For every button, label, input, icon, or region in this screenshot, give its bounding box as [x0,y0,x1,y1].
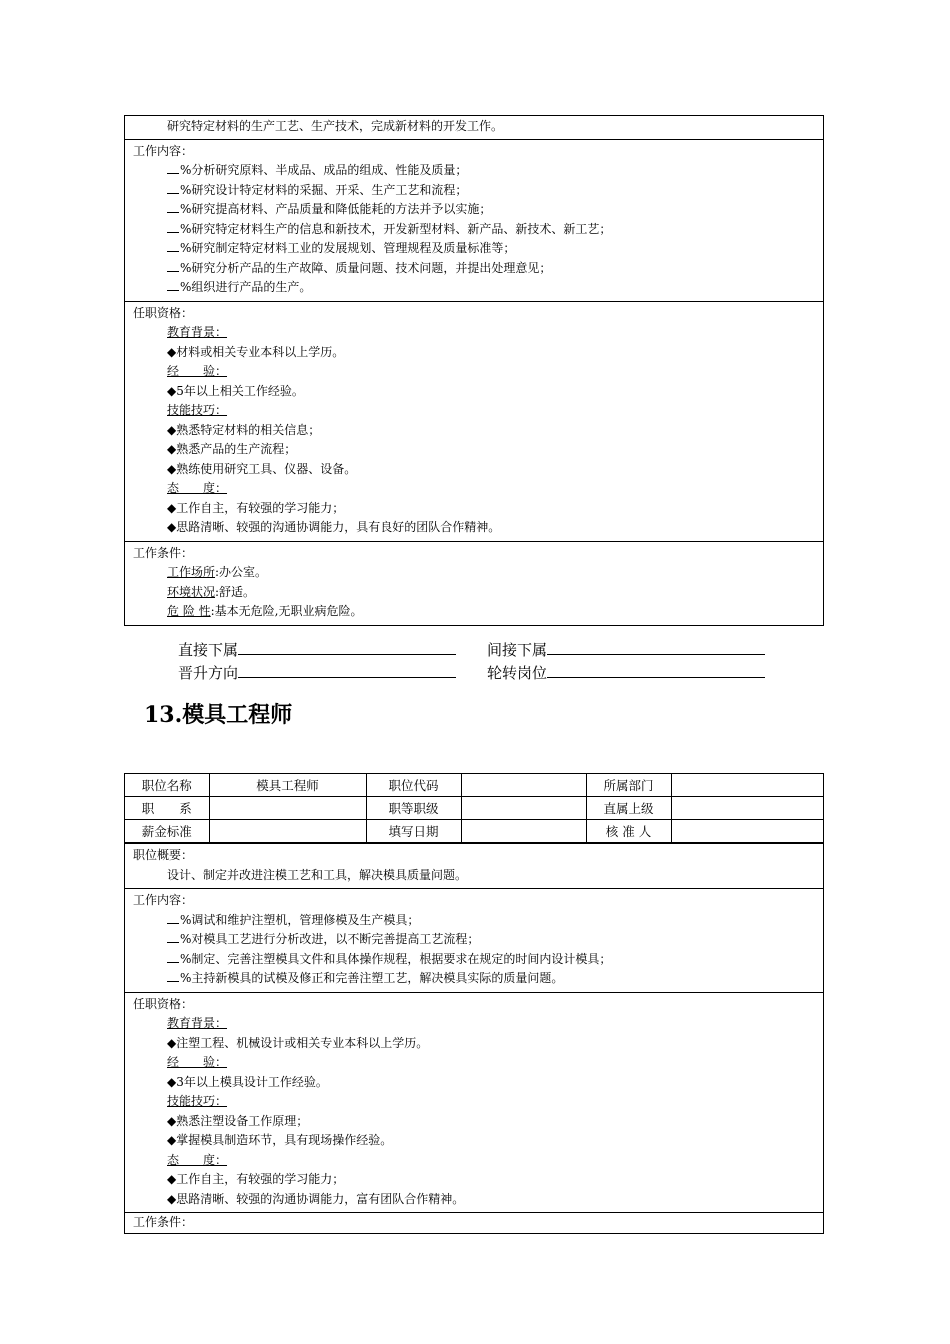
direct-subordinate-label: 直接下属 [178,641,239,659]
education-item: ◆注塑工程、机械设计或相关专业本科以上学历。 [167,1035,429,1050]
workplace-line [125,563,823,583]
experience-item: ◆5年以上相关工作经验。 [167,383,304,398]
work-item-text: %制定、完善注塑模具文件和具体操作规程，根据要求在规定的时间内设计模具； [180,951,612,966]
skills-label: 技能技巧： [167,403,228,417]
work-item-text: %研究分析产品的生产故障、质量问题、技术问题，并提出处理意见； [180,260,552,275]
skill-item: ◆熟练使用研究工具、仪器、设备。 [167,461,357,476]
overview-line: 设计、制定并改进注模工艺和工具，解决模具质量问题。 [167,867,468,882]
indirect-subordinate-label: 间接下属 [487,641,548,659]
risk-value: :基本无危险,无职业病危险。 [210,604,363,618]
work-item-text: %研究提高材料、产品质量和降低能耗的方法并予以实施； [180,202,492,216]
attitude-label: 态 度： [167,1152,228,1167]
work-item-text: %组织进行产品的生产。 [180,280,312,294]
work-item [125,930,823,950]
section-title: 13.模具工程师 [144,702,293,728]
blank-mark [167,221,179,233]
table-cell: 薪金标准 [125,820,209,843]
promotion-label: 晋升方向 [178,664,239,682]
rotation-blank[interactable] [547,661,765,678]
blank-mark [167,912,179,924]
table-cell: 职位代码 [366,774,461,797]
environment-line [125,583,823,603]
table-cell: 职等职级 [366,797,461,820]
blank-mark [167,182,179,194]
work-item [125,239,823,259]
experience-item: ◆3年以上模具设计工作经验。 [167,1074,328,1089]
work-item-text: %调试和维护注塑机，管理修模及生产模具； [180,912,420,927]
table-cell [671,774,823,797]
table-cell [209,797,366,820]
indirect-subordinate-field [487,638,765,660]
work-item-text: %研究特定材料生产的信息和新技术，开发新型材料、新产品、新技术、新工艺； [180,221,612,236]
work-content-section [125,140,823,302]
promotion-field [178,661,456,683]
attitude-item: ◆工作自主，有较强的学习能力； [167,500,345,515]
work-item [125,950,823,970]
attitude-item: ◆思路清晰、较强的沟通协调能力，富有团队合作精神。 [167,1191,465,1206]
table-cell: 职 系 [125,797,209,820]
conditions-heading: 工作条件： [133,545,194,560]
table-cell [461,797,586,820]
promotion-blank[interactable] [238,661,456,678]
table-cell [461,820,586,843]
environment-value: :舒适。 [215,584,256,599]
workplace-value: :办公室。 [215,565,268,579]
table-row [125,774,823,797]
summary-line: 研究特定材料的生产工艺、生产技术，完成新材料的开发工作。 [167,119,504,133]
table-row [125,820,823,843]
overview-section [125,843,823,889]
blank-mark [167,240,179,252]
work-item-text: %分析研究原料、半成品、成品的组成、性能及质量； [180,163,468,177]
work-item [125,220,823,240]
work-item [125,200,823,220]
conditions-heading: 工作条件： [133,1215,194,1229]
qualification-heading: 任职资格： [133,305,194,320]
table-row [125,797,823,820]
work-item-text: %研究制定特定材料工业的发展规划、管理规程及质量标准等； [180,241,516,255]
skill-item: ◆熟悉注塑设备工作原理； [167,1113,309,1128]
skill-item: ◆掌握模具制造环节，具有现场操作经验。 [167,1133,393,1147]
table-cell: 所属部门 [586,774,671,797]
risk-line [125,602,823,622]
indirect-subordinate-blank[interactable] [547,638,765,655]
work-item [125,181,823,201]
table-cell: 模具工程师 [209,774,366,797]
work-item [125,161,823,181]
direct-subordinate-blank[interactable] [238,638,456,655]
rotation-field [487,661,765,683]
table-cell: 填写日期 [366,820,461,843]
table-cell [671,797,823,820]
blank-mark [167,201,179,213]
work-content-heading: 工作内容： [133,143,194,158]
work-item [125,278,823,298]
blank-mark [167,931,179,943]
attitude-item: ◆思路清晰、较强的沟通协调能力，具有良好的团队合作精神。 [167,520,501,534]
table-cell: 直属上级 [586,797,671,820]
work-item-text: %主持新模具的试模及修正和完善注塑工艺，解决模具实际的质量问题。 [180,971,564,985]
workplace-label: 工作场所 [167,565,216,579]
education-label: 教育背景： [167,1016,228,1030]
experience-label: 经 验： [167,1055,228,1069]
work-item [125,969,823,989]
rotation-label: 轮转岗位 [487,664,548,682]
job-description-box-2 [124,773,824,1234]
attitude-label: 态 度： [167,481,228,495]
table-cell: 职位名称 [125,774,209,797]
direct-subordinate-field [178,638,456,660]
blank-mark [167,951,179,963]
work-item [125,259,823,279]
qualification-section [125,302,823,542]
experience-label: 经 验： [167,364,228,378]
conditions-section [125,1213,823,1233]
table-cell [209,820,366,843]
blank-mark [167,162,179,174]
blank-mark [167,279,179,291]
table-cell [671,820,823,843]
environment-label: 环境状况 [167,584,216,599]
education-label: 教育背景： [167,325,228,339]
table-cell [461,774,586,797]
skill-item: ◆熟悉特定材料的相关信息； [167,422,321,437]
work-item-text: %研究设计特定材料的采掘、开采、生产工艺和流程； [180,182,468,197]
qualification-section [125,993,823,1214]
table-cell: 核 准 人 [586,820,671,843]
work-item [125,911,823,931]
skills-label: 技能技巧： [167,1094,228,1108]
blank-mark [167,260,179,272]
work-item-text: %对模具工艺进行分析改进，以不断完善提高工艺流程； [180,932,480,946]
attitude-item: ◆工作自主，有较强的学习能力； [167,1172,345,1186]
skill-item: ◆熟悉产品的生产流程； [167,442,297,456]
education-item: ◆材料或相关专业本科以上学历。 [167,344,345,359]
qualification-heading: 任职资格： [133,996,194,1011]
position-info-table [125,774,823,843]
risk-label: 危 险 性 [167,604,211,618]
work-content-section [125,889,823,993]
job-description-box-1 [124,115,824,626]
work-content-heading: 工作内容： [133,893,194,907]
blank-mark [167,970,179,982]
overview-heading: 职位概要： [133,848,194,862]
conditions-section [125,542,823,625]
summary-section [125,116,823,140]
